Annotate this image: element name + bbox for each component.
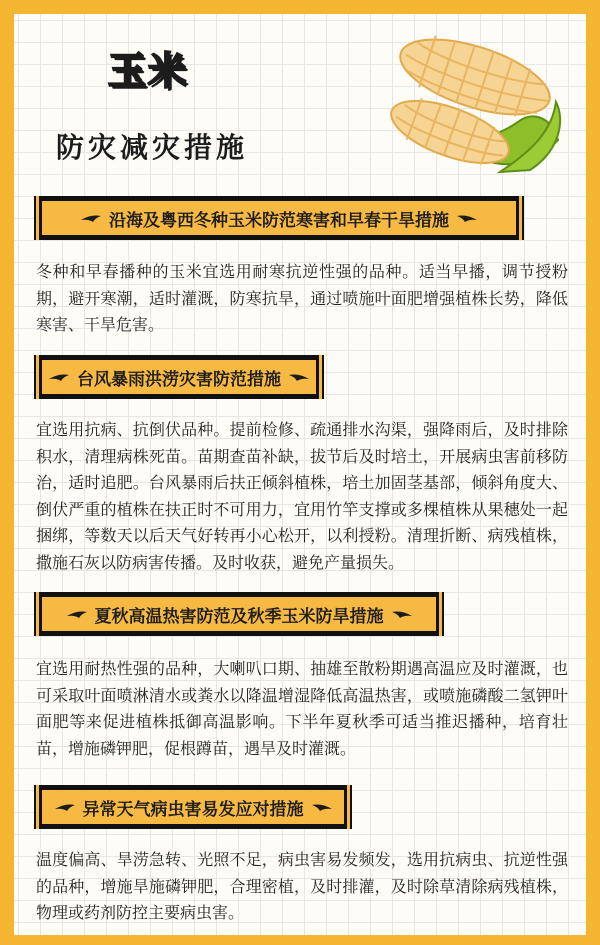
section-body: 宜选用耐热性强的品种，大喇叭口期、抽雄至散粉期遇高温应及时灌溉，也可采取叶面喷淋清水或粪水以降温增湿降低高温热害，或喷施磷酸二氢钾叶面肥等来促进植株抵御高温影响。下半年夏秋季可适当推迟播种，培育壮苗，增施磷钾肥，促根蹲苗，遇旱及时灌溉。 <box>36 659 568 758</box>
banner-edge <box>439 592 442 636</box>
banner-edge <box>347 785 350 829</box>
section-heading: 夏秋高温热害防范及秋季玉米防旱措施 <box>94 606 384 627</box>
banner-edge <box>319 355 322 399</box>
ornament-left-icon <box>55 802 77 812</box>
banner-edge <box>36 785 39 829</box>
ornament-right-icon <box>390 609 412 619</box>
page-title: 玉米 <box>108 49 189 93</box>
ornament-left-icon <box>81 213 103 223</box>
corn-icon <box>380 22 570 182</box>
banner-edge <box>36 592 39 636</box>
banner-inner <box>42 597 436 631</box>
section-body: 宜选用抗病、抗倒伏品种。提前检修、疏通排水沟渠，强降雨后，及时排除积水，清理病株死苗。苗期查苗补缺，拔节后及时培土，开展病虫害前移防治，适时追肥。台风暴雨后扶正倾斜植株，培土加固茎基部，倾斜角度大、倒伏严重的植株在扶正时不可用力，宜用竹竿支撑或多棵植株从果穗处一起捆绑，等数天以后天气好转再小心松开，以利授粉。清理折断、病残植株，撒施石灰以防病害传播。及时收获，避免产量损失。 <box>36 420 568 572</box>
ornament-left-icon <box>67 609 89 619</box>
section-heading: 台风暴雨洪涝灾害防范措施 <box>77 369 281 390</box>
banner-inner <box>42 360 316 394</box>
banner-inner <box>42 790 344 824</box>
section-banner-heat <box>34 592 444 636</box>
section-heading: 异常天气病虫害易发应对措施 <box>82 799 304 820</box>
banner-edge <box>36 355 39 399</box>
ornament-right-icon <box>310 802 332 812</box>
page-subtitle: 防灾减灾措施 <box>56 131 249 164</box>
banner-edge <box>36 196 39 240</box>
section-banner-pests <box>34 785 352 829</box>
section-body: 冬种和早春播种的玉米宜选用耐寒抗逆性强的品种。适当早播，调节授粉期，避开寒潮，适时灌溉，防寒抗旱，通过喷施叶面肥增强植株长势，降低寒害、干旱危害。 <box>36 262 568 334</box>
section-banner-typhoon <box>34 355 324 399</box>
banner-inner <box>42 201 516 235</box>
ornament-left-icon <box>49 372 71 382</box>
ornament-right-icon <box>455 213 477 223</box>
ornament-right-icon <box>287 372 309 382</box>
section-heading: 沿海及粤西冬种玉米防范寒害和早春干旱措施 <box>109 210 449 231</box>
section-body: 温度偏高、旱涝急转、光照不足，病虫害易发频发，选用抗病虫、抗逆性强的品种，增施旱施磷钾肥，合理密植，及时排灌，及时除草清除病残植株，物理或药剂防控主要病虫害。 <box>36 850 568 922</box>
section-banner-cold <box>34 196 524 240</box>
banner-edge <box>519 196 522 240</box>
